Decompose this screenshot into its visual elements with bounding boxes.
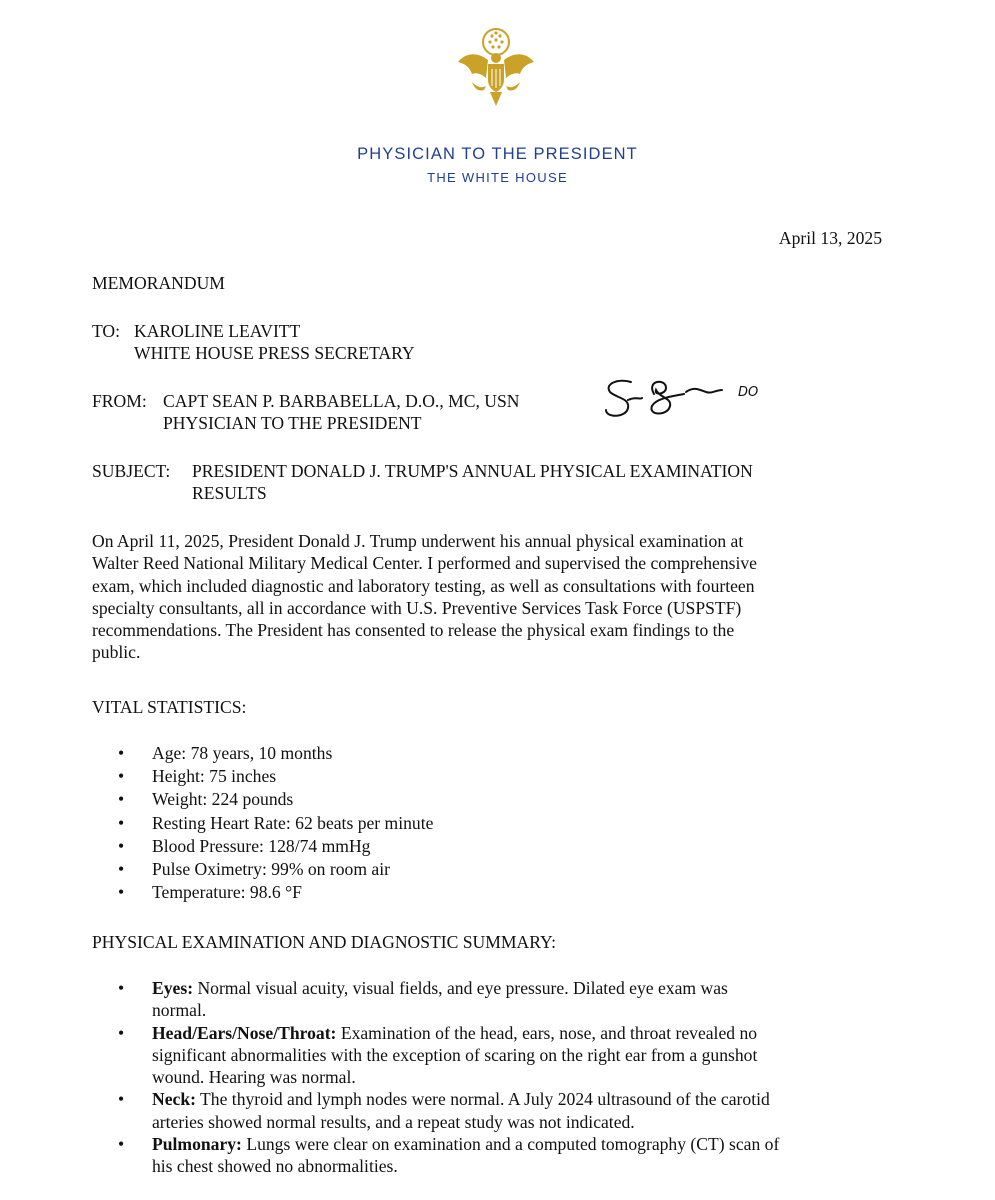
paragraph-line: specialty consultants, all in accordance with U.S. Preventive Services Task Force (USPSTF): [92, 597, 742, 618]
subject-line-2: RESULTS: [192, 483, 267, 503]
from-label: FROM:: [92, 391, 147, 411]
paragraph-line: Walter Reed National Military Medical Center. I performed and supervised the comprehensive: [92, 553, 757, 574]
list-item: • Head/Ears/Nose/Throat: Examination of the head, ears, nose, and throat revealed no significant abnormalities with the exception of scaring on the right ear from a gunshot wound. Hearing was normal.: [118, 1022, 758, 1088]
to-name: KAROLINE LEAVITT: [134, 321, 301, 341]
bullet-icon: •: [118, 978, 125, 998]
exam-summary-heading: PHYSICAL EXAMINATION AND DIAGNOSTIC SUMMARY:: [92, 932, 556, 952]
to-title: WHITE HOUSE PRESS SECRETARY: [134, 343, 415, 363]
bullet-icon: •: [118, 1022, 125, 1043]
presidential-seal-icon: [448, 22, 544, 118]
bullet-icon: •: [118, 858, 125, 879]
list-item: • Age: 78 years, 10 months: [118, 743, 333, 763]
item-label: Neck:: [152, 1089, 196, 1110]
bullet-icon: •: [118, 766, 125, 787]
bullet-icon: •: [118, 743, 125, 763]
from-title: PHYSICIAN TO THE PRESIDENT: [163, 413, 422, 433]
bullet-icon: •: [118, 835, 125, 856]
intro-paragraph: [92, 530, 892, 664]
item-label: Eyes:: [152, 978, 194, 998]
to-label: TO:: [92, 321, 121, 341]
letterhead-office: PHYSICIAN TO THE PRESIDENT: [357, 145, 638, 163]
paragraph-line: On April 11, 2025, President Donald J. Trump underwent his annual physical examination at: [92, 531, 744, 551]
bullet-icon: •: [118, 882, 125, 903]
list-item: • Height: 75 inches: [118, 766, 277, 787]
bullet-icon: •: [118, 1089, 125, 1110]
list-item: • Blood Pressure: 128/74 mmHg: [118, 835, 371, 856]
list-item: • Weight: 224 pounds: [118, 789, 294, 810]
list-item: • Temperature: 98.6 °F: [118, 882, 302, 903]
bullet-icon: •: [118, 812, 125, 833]
memo-type: MEMORANDUM: [92, 273, 225, 293]
subject-line-1: PRESIDENT DONALD J. TRUMP'S ANNUAL PHYSICAL EXAMINATION: [192, 461, 753, 481]
list-item: • Eyes: Normal visual acuity, visual fields, and eye pressure. Dilated eye exam was normal.: [118, 978, 728, 1021]
list-item: • Pulse Oximetry: 99% on room air: [118, 858, 390, 879]
subject-label: SUBJECT:: [92, 461, 171, 481]
bullet-icon: •: [118, 1134, 125, 1155]
bullet-icon: •: [118, 789, 125, 810]
vital-statistics-list: [92, 742, 433, 904]
paragraph-line: recommendations. The President has consented to release the physical exam findings to the: [92, 620, 735, 641]
item-label: Head/Ears/Nose/Throat:: [152, 1022, 337, 1043]
from-name: CAPT SEAN P. BARBABELLA, D.O., MC, USN: [163, 391, 520, 411]
exam-summary-list: [92, 977, 892, 1178]
list-item: • Resting Heart Rate: 62 beats per minute: [118, 812, 434, 833]
list-item: • Pulmonary: Lungs were clear on examination and a computed tomography (CT) scan of his chest showed no abnormalities.: [118, 1134, 780, 1177]
memo-date: April 13, 2025: [778, 228, 882, 248]
list-item: • Neck: The thyroid and lymph nodes were normal. A July 2024 ultrasound of the carotid arteries showed normal results, and a repeat study was not indicated.: [118, 1089, 770, 1132]
svg-text:DO: DO: [738, 385, 759, 400]
item-label: Pulmonary:: [152, 1134, 242, 1155]
vital-statistics-heading: VITAL STATISTICS:: [92, 697, 247, 717]
paragraph-line: exam, which included diagnostic and laboratory testing, as well as consultations with fourteen: [92, 575, 755, 596]
paragraph-line: public.: [92, 642, 141, 663]
handwritten-signature: [596, 372, 776, 432]
letterhead-house: THE WHITE HOUSE: [427, 170, 568, 185]
